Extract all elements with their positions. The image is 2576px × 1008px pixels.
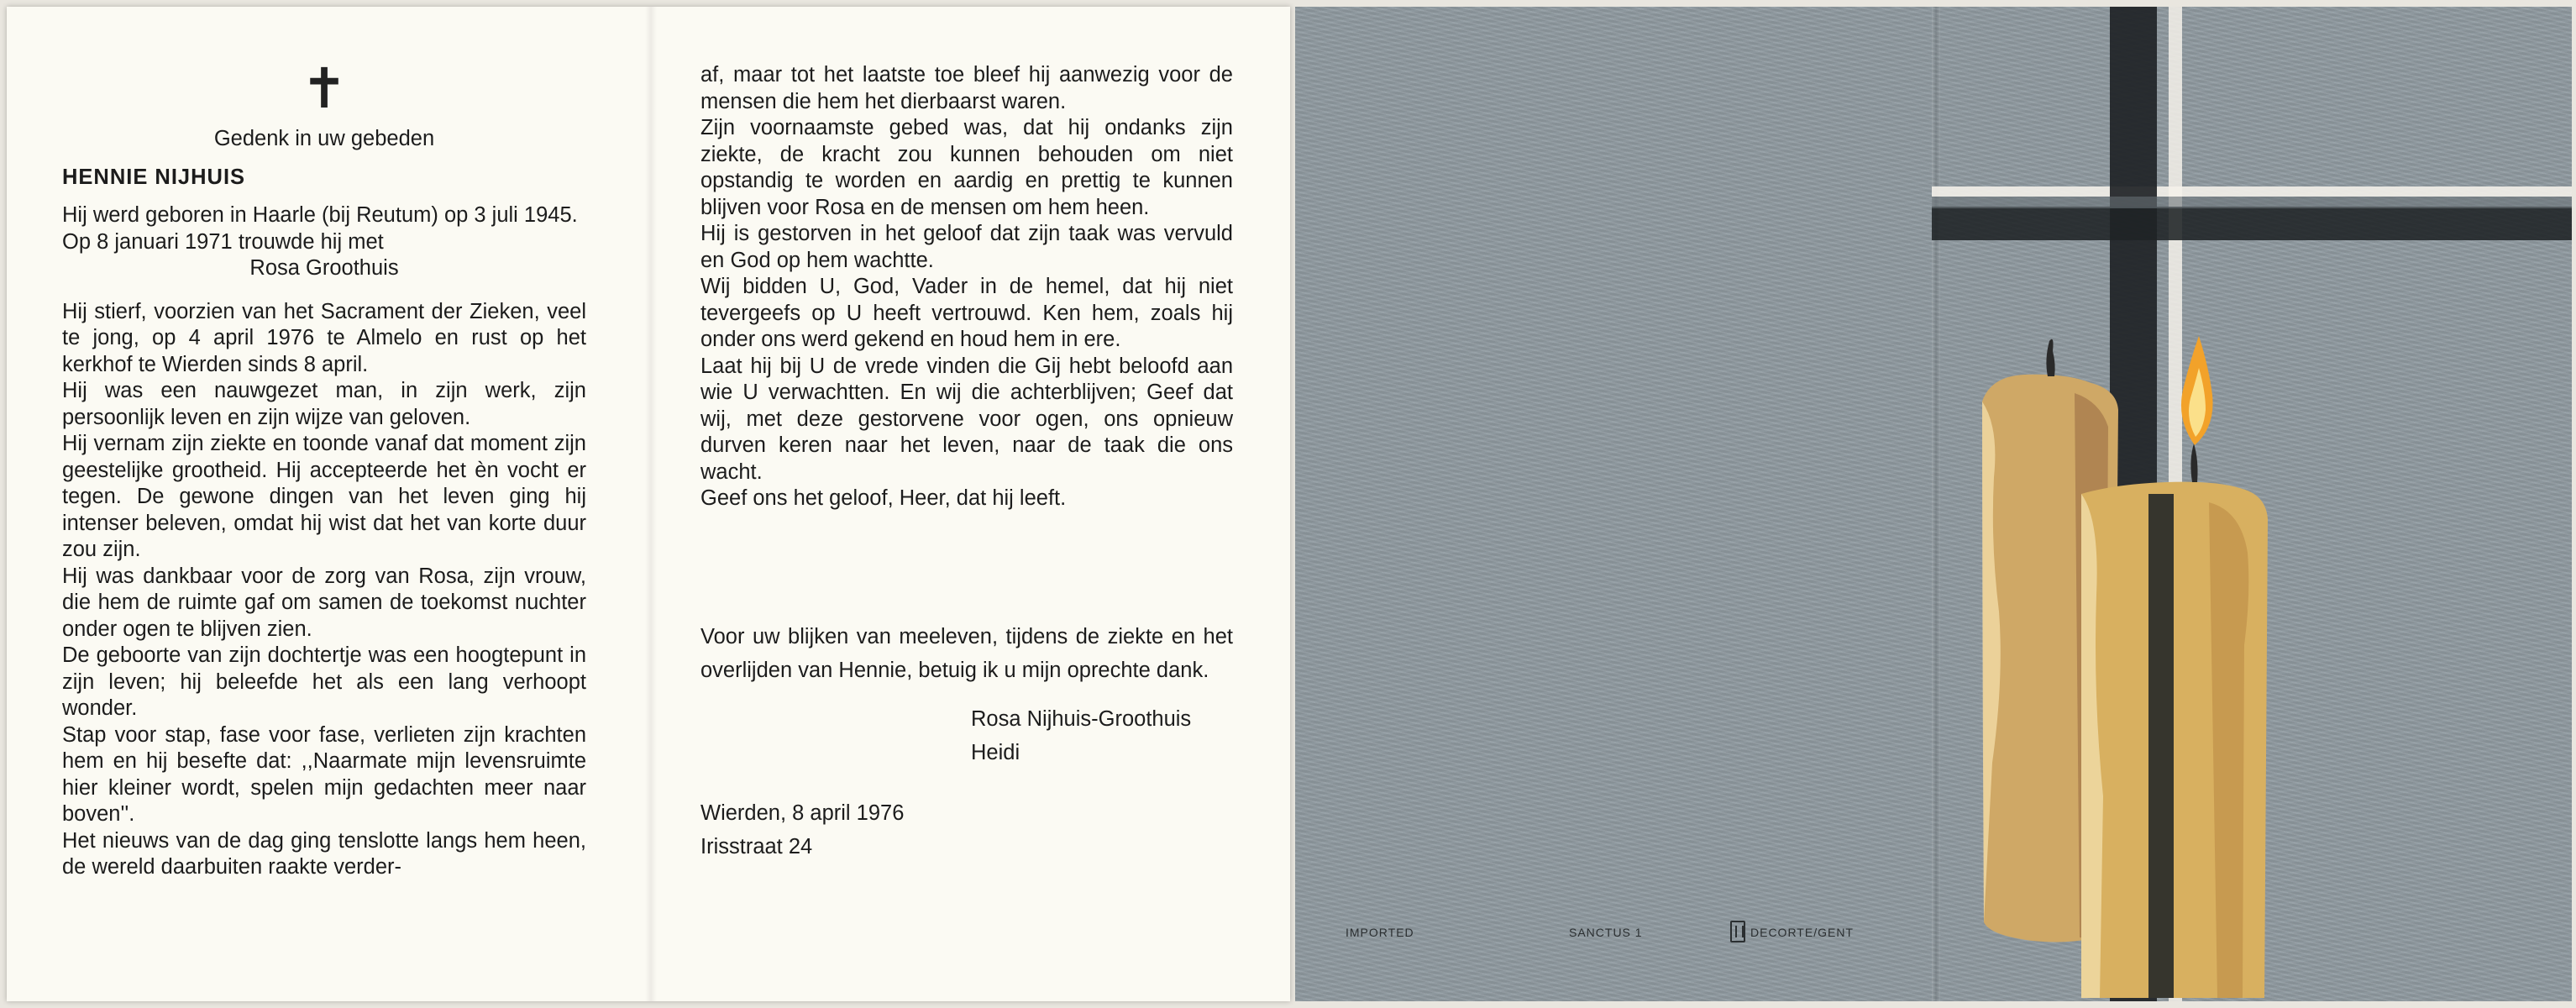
decline-paragraph: Stap voor stap, fase voor fase, verlieten zijn krachten hem en hij besefte dat: ,,Naarmate mijn levensruimte hier kleiner wordt, spelen mijn gedachten meer naar boven''. <box>62 722 586 826</box>
imprint-series: SANCTUS 1 <box>1569 926 1643 939</box>
cross-icon: ✝ <box>301 56 348 121</box>
right-column <box>700 62 1233 864</box>
prayer-paragraph: Zijn voornaamste gebed was, dat hij ondanks zijn ziekte, de kracht zou kunnen behouden om niet opstandig te worden en aardig en prettig te kunnen blijven voor Rosa en de mensen om hem heen. <box>700 116 1233 219</box>
right-candle-wick <box>2190 444 2197 482</box>
cross-highlight-horizontal <box>1932 186 2572 197</box>
thanks-paragraph: Voor uw blijken van meeleven, tijdens de ziekte en het overlijden van Hennie, betuig ik u mijn oprechte dank. <box>700 624 1233 682</box>
cross-over-candle <box>2148 494 2174 998</box>
left-column <box>62 56 586 881</box>
card-fold <box>645 7 657 1001</box>
birth-paragraph: Hij werd geboren in Haarle (bij Reutum) op 3 juli 1945. <box>62 203 578 227</box>
deceased-name: HENNIE NIJHUIS <box>62 165 246 189</box>
address: Irisstraat 24 <box>700 834 813 858</box>
spacer <box>700 769 1233 796</box>
peace-paragraph: Laat hij bij U de vrede vinden die Gij hebt beloofd aan wie U verwachtten. En wij die achterblijven; Geef dat wij, met deze gestorvene voor ogen, ons opnieuw durven keren naar het leven, naar de taak die ons wacht. <box>700 354 1233 484</box>
imprint-origin: IMPORTED <box>1346 926 1414 939</box>
prayer-heading: Gedenk in uw gebeden <box>213 127 435 150</box>
left-candle-wick <box>2046 339 2054 376</box>
gratitude-paragraph: Hij was dankbaar voor de zorg van Rosa, zijn vrouw, die hem de ruimte gaf om samen de toekomst nuchter onder ogen te blijven zien. <box>62 564 586 641</box>
signature-name: Rosa Nijhuis-Groothuis <box>971 706 1192 731</box>
faith-paragraph: Hij is gestorven in het geloof dat zijn taak was vervuld en God op hem wachtte. <box>700 222 1233 272</box>
spacer <box>700 512 1233 620</box>
marriage-line: Op 8 januari 1971 trouwde hij met <box>62 229 384 254</box>
card-inside <box>7 7 1290 1001</box>
place-date: Wierden, 8 april 1976 <box>700 801 905 825</box>
spacer <box>62 282 586 299</box>
continuation-paragraph: af, maar tot het laatste toe bleef hij aanwezig voor de mensen die hem het dierbaarst waren. <box>700 63 1233 113</box>
death-paragraph: Hij stierf, voorzien van het Sacrament der Zieken, veel te jong, op 4 april 1976 te Almelo en rust op het kerkhof te Wierden sinds 8 april. <box>62 299 586 376</box>
character-paragraph: Hij was een nauwgezet man, in zijn werk, zijn persoonlijk leven en zijn wijze van geloven. <box>62 379 586 429</box>
spouse-name: Rosa Groothuis <box>249 256 399 280</box>
closing-prayer: Geef ons het geloof, Heer, dat hij leeft. <box>700 486 1067 510</box>
cross-shadow <box>1932 197 2572 208</box>
illness-paragraph: Hij vernam zijn ziekte en toonde vanaf dat moment zijn geestelijke grootheid. Hij accepteerde het èn vocht er tegen. De gewone dingen van het leven ging hij intenser beleven, omdat hij wist dat het van korte duur zou zijn. <box>62 432 586 561</box>
candles-cross-illustration <box>1932 7 2572 1001</box>
cross-horizontal-beam <box>1932 207 2572 240</box>
publisher-logo-icon <box>1730 921 1745 942</box>
imprint-publisher: DECORTE/GENT <box>1750 926 1854 939</box>
card-cover <box>1295 7 2572 1001</box>
spacer <box>700 687 1233 702</box>
plea-paragraph: Wij bidden U, God, Vader in de hemel, dat hij niet tevergeefs op U heeft vertrouwd. Ken hem, zoals hij onder ons werd gekend en houd hem in ere. <box>700 275 1233 351</box>
news-paragraph: Het nieuws van de dag ging tenslotte langs hem heen, de wereld daarbuiten raakte verder- <box>62 828 586 879</box>
signature-child: Heidi <box>971 740 1020 764</box>
daughter-paragraph: De geboorte van zijn dochtertje was een hoogtepunt in zijn leven; hij beleefde het als een lang verhoopt wonder. <box>62 643 586 720</box>
